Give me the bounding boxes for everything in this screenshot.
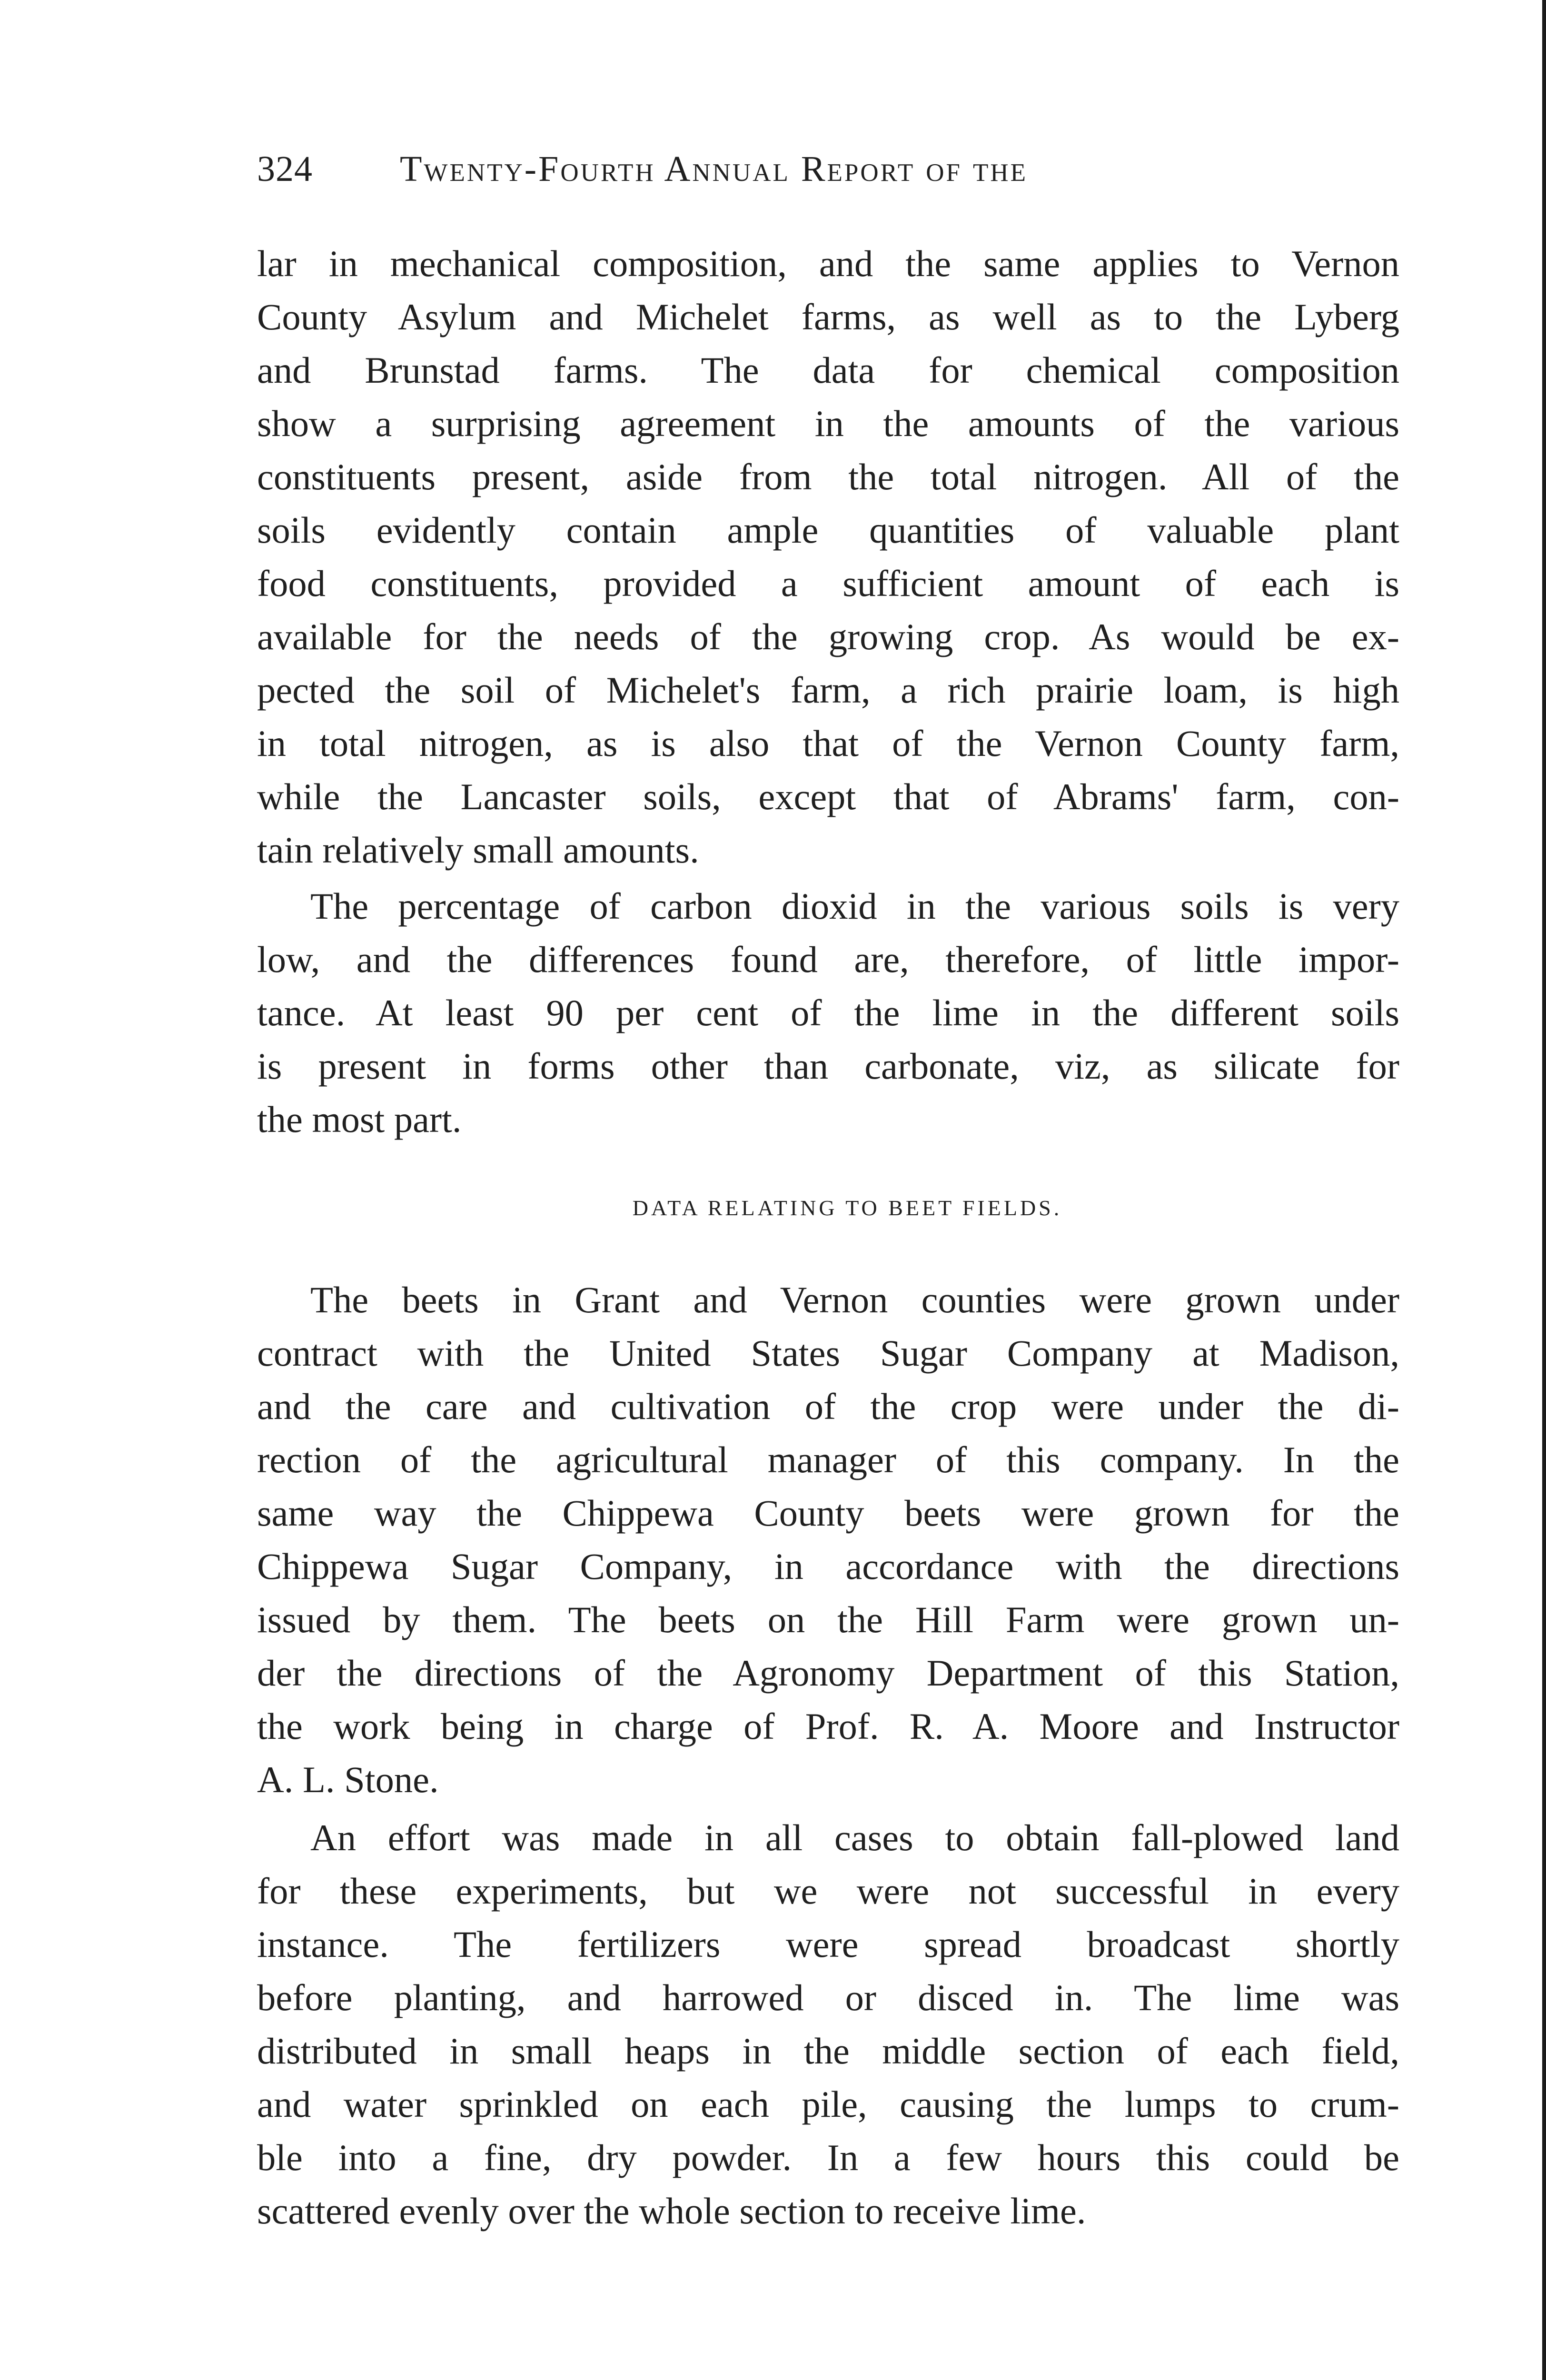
text-line: same way the Chippewa County beets were grown for the <box>257 1492 1399 1534</box>
running-head <box>257 143 1399 195</box>
paragraph-1 <box>257 237 1399 877</box>
paragraph-2 <box>257 880 1399 1146</box>
text-line: A. L. Stone. <box>257 1759 439 1800</box>
text-line: An effort was made in all cases to obtain fall-plowed land <box>310 1817 1399 1858</box>
text-line: tain relatively small amounts. <box>257 829 699 871</box>
text-line: contract with the United States Sugar Company at Madison, <box>257 1332 1399 1374</box>
text-line: pected the soil of Michelet's farm, a rich prairie loam, is high <box>257 669 1399 711</box>
text-line: The beets in Grant and Vernon counties were grown under <box>310 1279 1399 1320</box>
page-right-edge <box>1542 0 1546 2380</box>
text-line: available for the needs of the growing crop. As would be ex- <box>257 616 1399 657</box>
paragraph-4 <box>257 1811 1399 2238</box>
text-line: show a surprising agreement in the amounts of the various <box>257 403 1399 444</box>
section-heading: DATA RELATING TO BEET FIELDS. <box>632 1196 1062 1220</box>
text-line: constituents present, aside from the total nitrogen. All of the <box>257 456 1399 497</box>
text-line: Chippewa Sugar Company, in accordance with the directions <box>257 1546 1399 1587</box>
text-line: before planting, and harrowed or disced in. The lime was <box>257 1977 1399 2018</box>
text-line: der the directions of the Agronomy Department of this Station, <box>257 1652 1399 1694</box>
text-line: while the Lancaster soils, except that of Abrams' farm, con- <box>257 776 1399 817</box>
text-line: in total nitrogen, as is also that of the Vernon County farm, <box>257 723 1399 764</box>
text-line: instance. The fertilizers were spread broadcast shortly <box>257 1924 1399 1965</box>
text-line: ble into a fine, dry powder. In a few hours this could be <box>257 2137 1399 2178</box>
text-line: and the care and cultivation of the crop were under the di- <box>257 1386 1399 1427</box>
text-line: food constituents, provided a sufficient amount of each is <box>257 563 1399 604</box>
text-line: for these experiments, but we were not successful in every <box>257 1870 1399 1912</box>
text-line: The percentage of carbon dioxid in the various soils is very <box>310 885 1399 927</box>
page-number: 324 <box>257 149 313 189</box>
text-line: and water sprinkled on each pile, causing the lumps to crum- <box>257 2083 1399 2125</box>
text-line: is present in forms other than carbonate, viz, as silicate for <box>257 1045 1399 1087</box>
text-line: distributed in small heaps in the middle section of each field, <box>257 2030 1399 2072</box>
text-line: rection of the agricultural manager of this company. In the <box>257 1439 1399 1480</box>
text-line: lar in mechanical composition, and the same applies to Vernon <box>257 243 1399 284</box>
text-line: soils evidently contain ample quantities of valuable plant <box>257 509 1399 551</box>
text-line: tance. At least 90 per cent of the lime in the different soils <box>257 992 1399 1033</box>
running-title: Twenty-Fourth Annual Report of the <box>400 149 1028 189</box>
paragraph-3 <box>257 1273 1399 1806</box>
text-line: the most part. <box>257 1099 462 1140</box>
text-line: the work being in charge of Prof. R. A. Moore and Instructor <box>257 1706 1399 1747</box>
text-line: County Asylum and Michelet farms, as well as to the Lyberg <box>257 296 1399 337</box>
text-line: scattered evenly over the whole section to receive lime. <box>257 2190 1086 2231</box>
text-line: and Brunstad farms. The data for chemical composition <box>257 349 1399 391</box>
text-line: low, and the differences found are, therefore, of little impor- <box>257 939 1399 980</box>
text-line: issued by them. The beets on the Hill Farm were grown un- <box>257 1599 1399 1640</box>
